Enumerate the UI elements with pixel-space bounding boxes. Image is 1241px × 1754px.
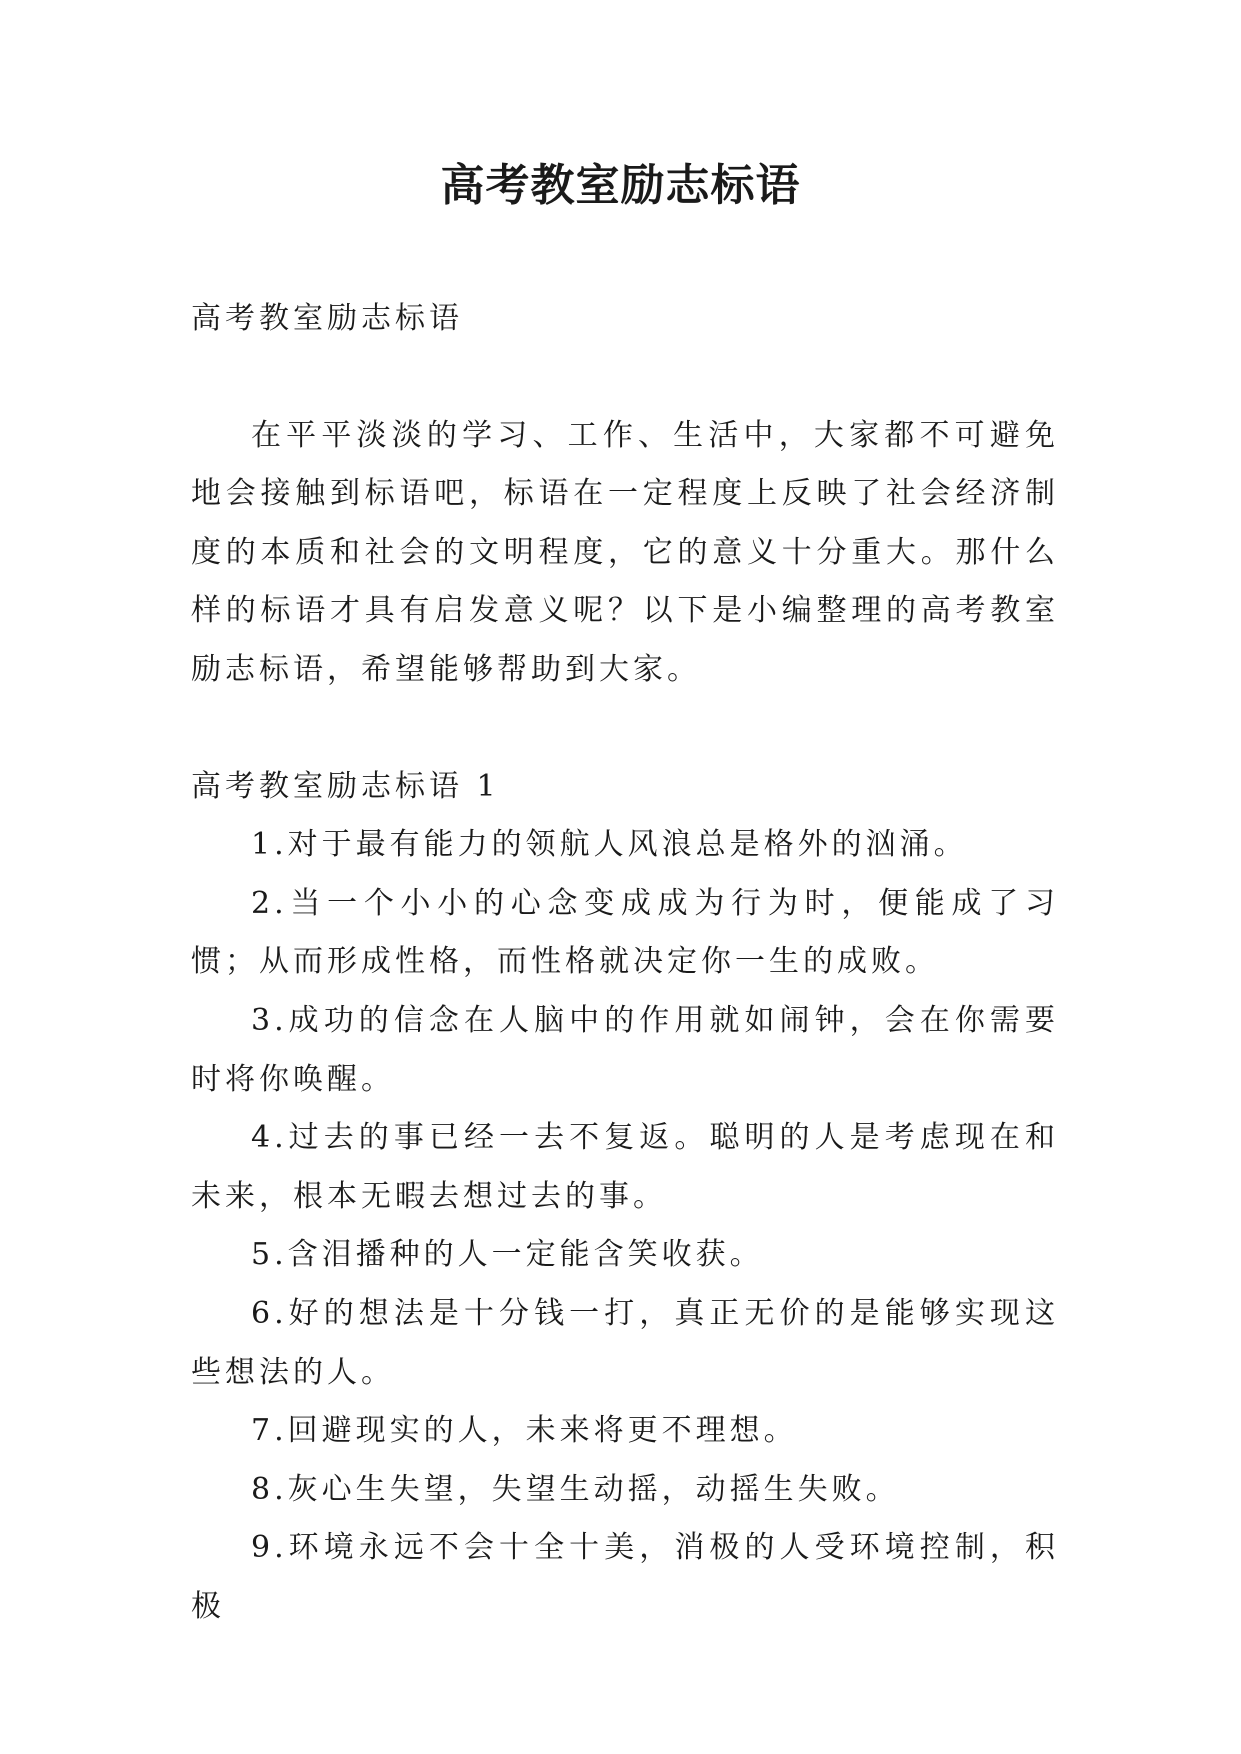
document-subtitle: 高考教室励志标语 bbox=[191, 301, 463, 336]
slogan-item: 4.过去的事已经一去不复返。聪明的人是考虑现在和未来，根本无暇去想过去的事。 bbox=[191, 1120, 1059, 1214]
slogan-item: 1.对于最有能力的领航人风浪总是格外的汹涌。 bbox=[251, 827, 968, 863]
slogan-item: 6.好的想法是十分钱一打，真正无价的是能够实现这些想法的人。 bbox=[191, 1295, 1059, 1390]
slogan-item: 2.当一个小小的心念变成成为行为时，便能成了习惯；从而形成性格，而性格就决定你一生的成败。 bbox=[191, 885, 1059, 980]
slogan-item: 5.含泪播种的人一定能含笑收获。 bbox=[251, 1237, 764, 1273]
intro-paragraph: 在平平淡淡的学习、工作、生活中，大家都不可避免地会接触到标语吧，标语在一定程度上反映了社会经济制度的本质和社会的文明程度，它的意义十分重大。那什么样的标语才具有启发意义呢？以下是小编整理的高考教室励志标语，希望能够帮助到大家。 bbox=[191, 417, 1059, 687]
slogan-item: 3.成功的信念在人脑中的作用就如闹钟，会在你需要时将你唤醒。 bbox=[191, 1002, 1059, 1097]
slogan-item: 8.灰心生失望，失望生动摇，动摇生失败。 bbox=[251, 1471, 900, 1507]
slogan-item: 7.回避现实的人，未来将更不理想。 bbox=[251, 1413, 798, 1449]
section-heading: 高考教室励志标语 1 bbox=[191, 768, 500, 804]
document-title: 高考教室励志标语 bbox=[440, 160, 801, 211]
slogan-item: 9.环境永远不会十全十美，消极的人受环境控制，积极 bbox=[191, 1530, 1059, 1624]
document-body bbox=[191, 290, 1059, 1636]
